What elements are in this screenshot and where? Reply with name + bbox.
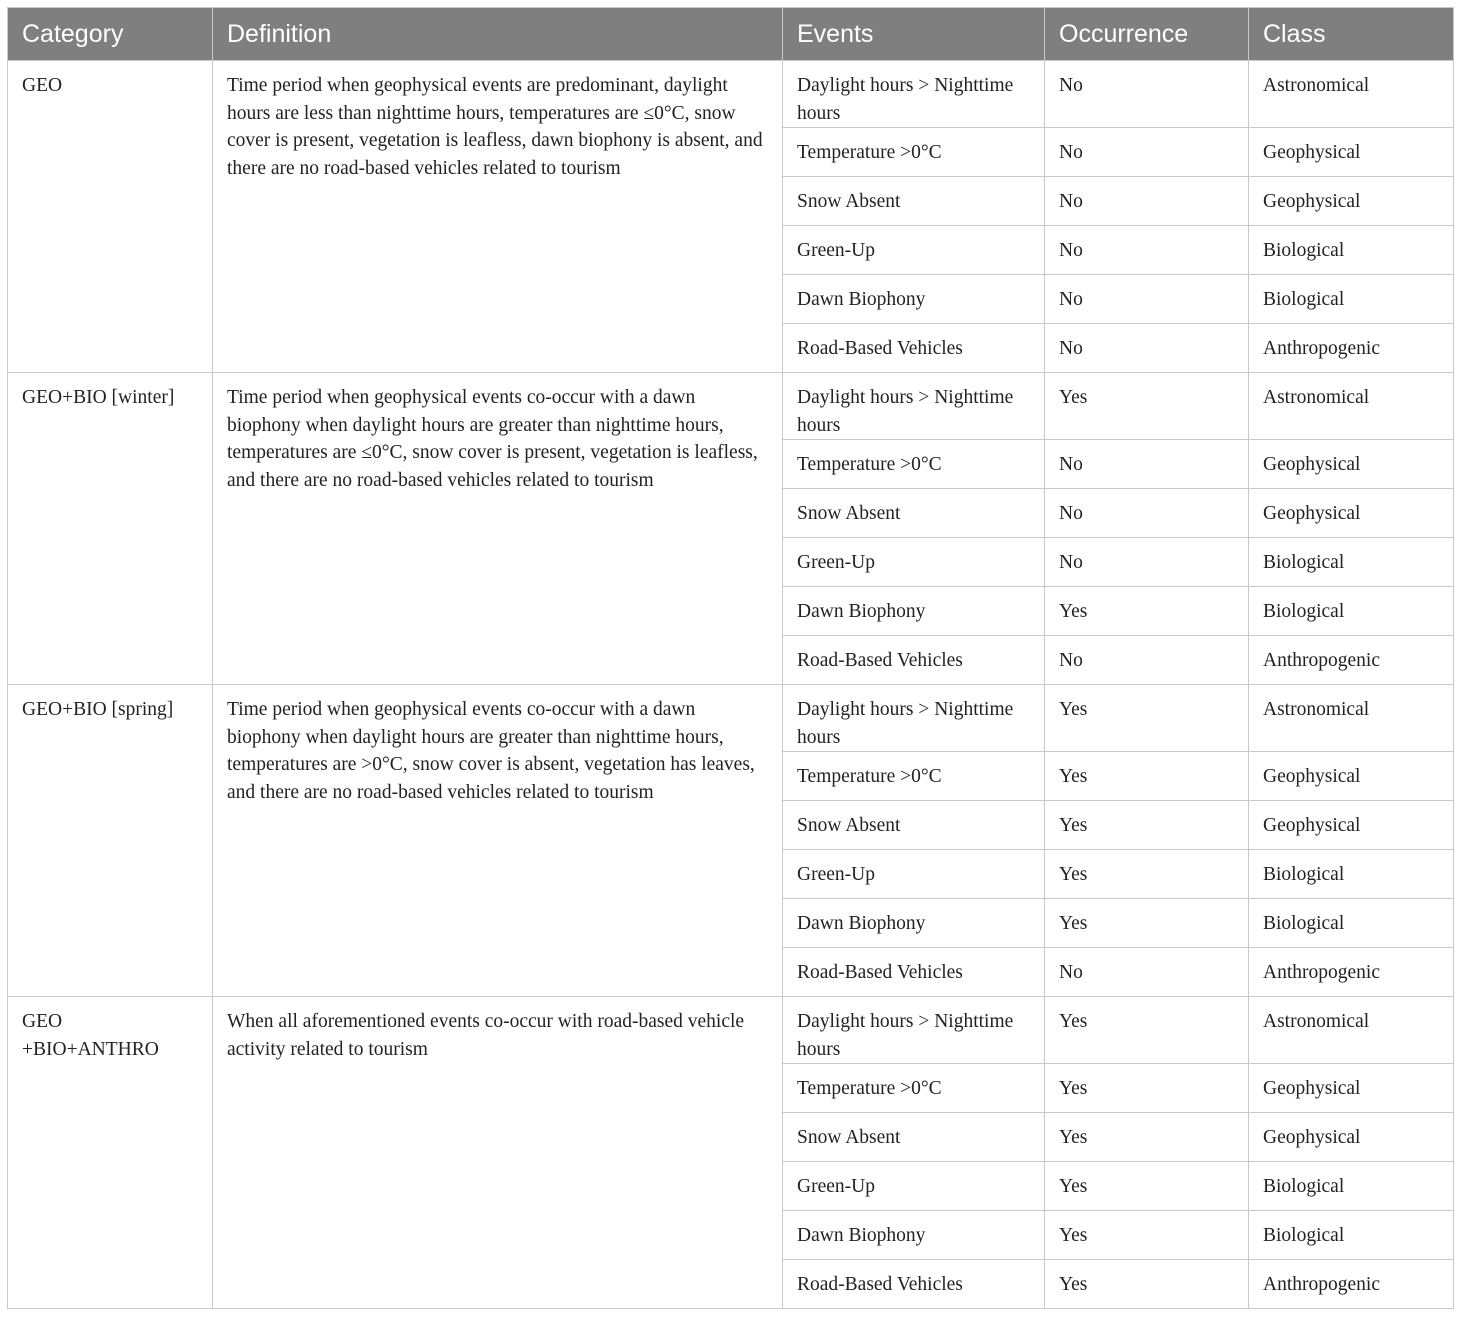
table-row: [8, 685, 1454, 752]
class-cell: Astronomical: [1249, 61, 1454, 128]
class-cell: Geophysical: [1249, 752, 1454, 801]
occurrence-cell: No: [1045, 61, 1249, 128]
event-cell: Dawn Biophony: [783, 275, 1045, 324]
class-cell: Geophysical: [1249, 801, 1454, 850]
header-class: Class: [1249, 8, 1454, 61]
event-cell: Temperature >0°C: [783, 752, 1045, 801]
occurrence-cell: No: [1045, 440, 1249, 489]
class-cell: Biological: [1249, 538, 1454, 587]
event-cell: Temperature >0°C: [783, 440, 1045, 489]
header-occurrence: Occurrence: [1045, 8, 1249, 61]
class-cell: Geophysical: [1249, 1064, 1454, 1113]
event-cell: Daylight hours > Nighttime hours: [783, 61, 1045, 128]
table-container: [7, 7, 1453, 1309]
class-cell: Biological: [1249, 275, 1454, 324]
definition-cell: Time period when geophysical events are predominant, daylight hours are less than nighttime hours, temperatures are ≤0°C, snow cover is present, vegetation is leafless, dawn biophony is absent, and there are no road-based vehicles related to tourism: [213, 61, 783, 373]
event-cell: Temperature >0°C: [783, 128, 1045, 177]
category-cell: GEO: [8, 61, 213, 373]
data-table: [7, 7, 1454, 1309]
occurrence-cell: Yes: [1045, 1113, 1249, 1162]
occurrence-cell: Yes: [1045, 373, 1249, 440]
class-cell: Anthropogenic: [1249, 1260, 1454, 1309]
occurrence-cell: No: [1045, 177, 1249, 226]
occurrence-cell: No: [1045, 324, 1249, 373]
class-cell: Geophysical: [1249, 128, 1454, 177]
occurrence-cell: Yes: [1045, 752, 1249, 801]
header-row: [8, 8, 1454, 61]
occurrence-cell: Yes: [1045, 685, 1249, 752]
class-cell: Biological: [1249, 850, 1454, 899]
class-cell: Biological: [1249, 226, 1454, 275]
occurrence-cell: Yes: [1045, 850, 1249, 899]
header-definition: Definition: [213, 8, 783, 61]
event-cell: Dawn Biophony: [783, 899, 1045, 948]
event-cell: Green-Up: [783, 1162, 1045, 1211]
occurrence-cell: Yes: [1045, 1260, 1249, 1309]
event-cell: Green-Up: [783, 226, 1045, 275]
event-cell: Snow Absent: [783, 177, 1045, 226]
occurrence-cell: No: [1045, 275, 1249, 324]
class-cell: Biological: [1249, 1162, 1454, 1211]
table-row: [8, 373, 1454, 440]
definition-cell: Time period when geophysical events co-occur with a dawn biophony when daylight hours are greater than nighttime hours, temperatures are >0°C, snow cover is absent, vegetation has leaves, and there are no road-based vehicles related to tourism: [213, 685, 783, 997]
occurrence-cell: Yes: [1045, 1162, 1249, 1211]
class-cell: Geophysical: [1249, 440, 1454, 489]
class-cell: Geophysical: [1249, 489, 1454, 538]
event-cell: Green-Up: [783, 538, 1045, 587]
definition-cell: When all aforementioned events co-occur with road-based vehicle activity related to tourism: [213, 997, 783, 1309]
class-cell: Anthropogenic: [1249, 636, 1454, 685]
event-cell: Green-Up: [783, 850, 1045, 899]
header-events: Events: [783, 8, 1045, 61]
occurrence-cell: Yes: [1045, 1211, 1249, 1260]
class-cell: Biological: [1249, 587, 1454, 636]
category-cell: GEO +BIO+ANTHRO: [8, 997, 213, 1309]
event-cell: Road-Based Vehicles: [783, 636, 1045, 685]
class-cell: Astronomical: [1249, 685, 1454, 752]
event-cell: Snow Absent: [783, 801, 1045, 850]
occurrence-cell: Yes: [1045, 1064, 1249, 1113]
class-cell: Anthropogenic: [1249, 948, 1454, 997]
occurrence-cell: Yes: [1045, 587, 1249, 636]
event-cell: Road-Based Vehicles: [783, 948, 1045, 997]
category-cell: GEO+BIO [winter]: [8, 373, 213, 685]
header-category: Category: [8, 8, 213, 61]
event-cell: Snow Absent: [783, 489, 1045, 538]
table-row: [8, 61, 1454, 128]
class-cell: Geophysical: [1249, 1113, 1454, 1162]
event-cell: Snow Absent: [783, 1113, 1045, 1162]
class-cell: Geophysical: [1249, 177, 1454, 226]
definition-cell: Time period when geophysical events co-occur with a dawn biophony when daylight hours are greater than nighttime hours, temperatures are ≤0°C, snow cover is present, vegetation is leafless, and there are no road-based vehicles related to tourism: [213, 373, 783, 685]
class-cell: Biological: [1249, 1211, 1454, 1260]
occurrence-cell: No: [1045, 489, 1249, 538]
occurrence-cell: No: [1045, 538, 1249, 587]
event-cell: Temperature >0°C: [783, 1064, 1045, 1113]
event-cell: Daylight hours > Nighttime hours: [783, 373, 1045, 440]
table-row: [8, 997, 1454, 1064]
occurrence-cell: No: [1045, 226, 1249, 275]
occurrence-cell: No: [1045, 128, 1249, 177]
event-cell: Dawn Biophony: [783, 1211, 1045, 1260]
event-cell: Daylight hours > Nighttime hours: [783, 685, 1045, 752]
class-cell: Biological: [1249, 899, 1454, 948]
event-cell: Dawn Biophony: [783, 587, 1045, 636]
occurrence-cell: Yes: [1045, 801, 1249, 850]
occurrence-cell: No: [1045, 636, 1249, 685]
occurrence-cell: No: [1045, 948, 1249, 997]
event-cell: Daylight hours > Nighttime hours: [783, 997, 1045, 1064]
category-cell: GEO+BIO [spring]: [8, 685, 213, 997]
class-cell: Astronomical: [1249, 997, 1454, 1064]
occurrence-cell: Yes: [1045, 899, 1249, 948]
class-cell: Anthropogenic: [1249, 324, 1454, 373]
occurrence-cell: Yes: [1045, 997, 1249, 1064]
event-cell: Road-Based Vehicles: [783, 324, 1045, 373]
class-cell: Astronomical: [1249, 373, 1454, 440]
event-cell: Road-Based Vehicles: [783, 1260, 1045, 1309]
